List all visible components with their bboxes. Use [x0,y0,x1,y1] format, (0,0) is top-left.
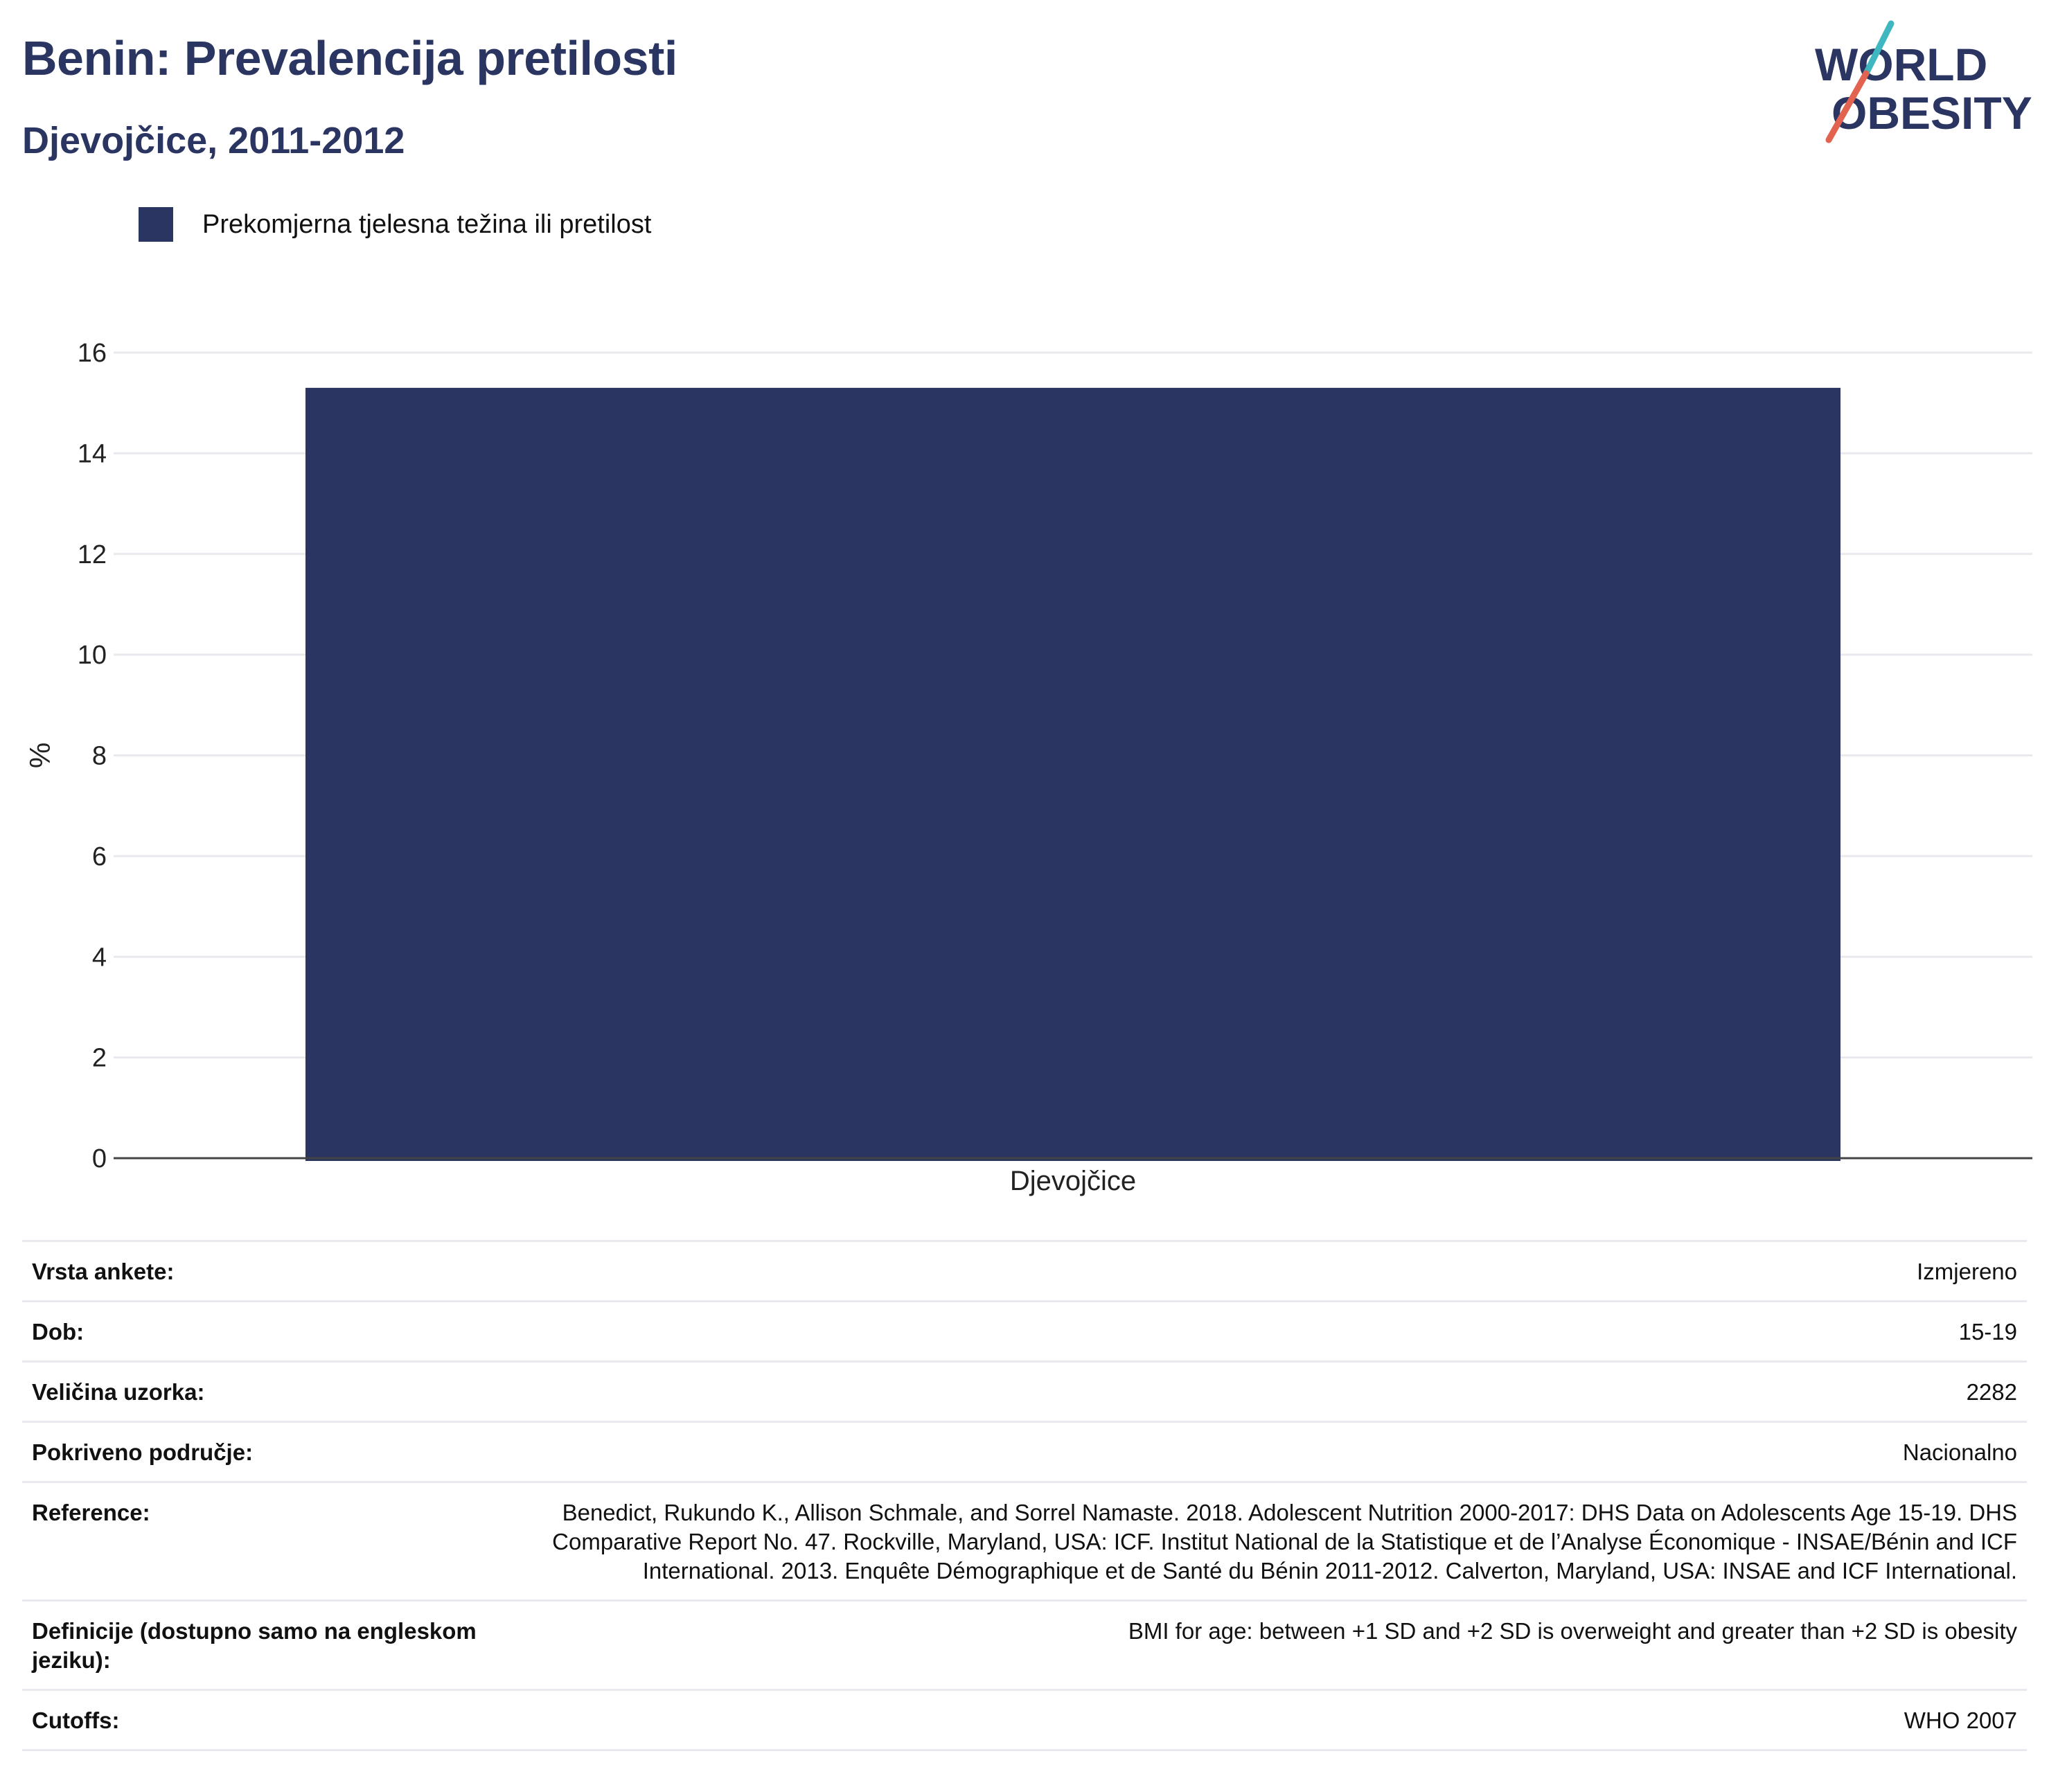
details-row [22,1601,2027,1690]
details-value: BMI for age: between +1 SD and +2 SD is overweight and greater than +2 SD is obesity [1128,1618,2017,1644]
legend-swatch [139,207,173,242]
y-tick-label: 14 [77,439,107,469]
y-tick-label: 4 [91,943,107,973]
details-label: Vrsta ankete: [32,1259,175,1284]
world-obesity-logo [1808,18,2043,150]
y-axis-title: % [24,742,56,769]
bar [305,388,1840,1161]
y-tick-label: 2 [91,1043,107,1073]
details-row [22,1302,2027,1362]
details-row [22,1482,2027,1601]
details-label: Pokriveno područje: [32,1439,254,1465]
details-value: Izmjereno [1917,1259,2017,1284]
legend-label: Prekomjerna tjelesna težina ili pretilost [202,209,652,239]
details-row [22,1422,2027,1482]
y-tick-label: 0 [91,1144,107,1173]
y-tick-label: 16 [77,339,107,368]
details-value: WHO 2007 [1904,1707,2017,1733]
details-value: Nacionalno [1902,1439,2017,1465]
survey-details-table [22,1240,2027,1751]
details-label: Reference: [32,1500,150,1525]
y-tick-label: 12 [77,540,107,569]
y-tick-label: 10 [77,641,107,671]
logo-text-world: WORLD [1815,39,1988,90]
details-label: Veličina uzorka: [32,1379,205,1405]
chart-subtitle: Djevojčice, 2011-2012 [22,120,405,161]
bar-chart [0,319,2049,1205]
x-tick-label: Djevojčice [1009,1166,1137,1196]
details-value: Benedict, Rukundo K., Allison Schmale, and Sorrel Namaste. 2018. Adolescent Nutrition 2000-2017: DHS Data on Adolescents Age 15-19. DHS Comparative Report No. 47. Rockville, Maryland, USA: ICF. Institut National de la Statistique et de l’Analyse Économique - INSAE/Bénin and ICF International. 2013. Enquête Démographique et de Santé du Bénin 2011-2012. Calverton, Maryland, USA: INSAE and ICF International. [552,1500,2017,1583]
y-tick-label: 8 [91,741,107,771]
details-value: 15-19 [1958,1319,2017,1345]
details-row [22,1241,2027,1302]
details-value: 2282 [1966,1379,2017,1405]
y-tick-label: 6 [91,842,107,871]
chart-legend[interactable] [139,205,651,244]
details-row [22,1362,2027,1422]
logo-text-obesity: OBESITY [1831,87,2032,139]
details-label: Cutoffs: [32,1707,120,1733]
chart-title: Benin: Prevalencija pretilosti [22,31,677,85]
details-label: Definicije (dostupno samo na engleskom jeziku): [32,1618,477,1673]
details-label: Dob: [32,1319,85,1345]
details-row [22,1690,2027,1750]
